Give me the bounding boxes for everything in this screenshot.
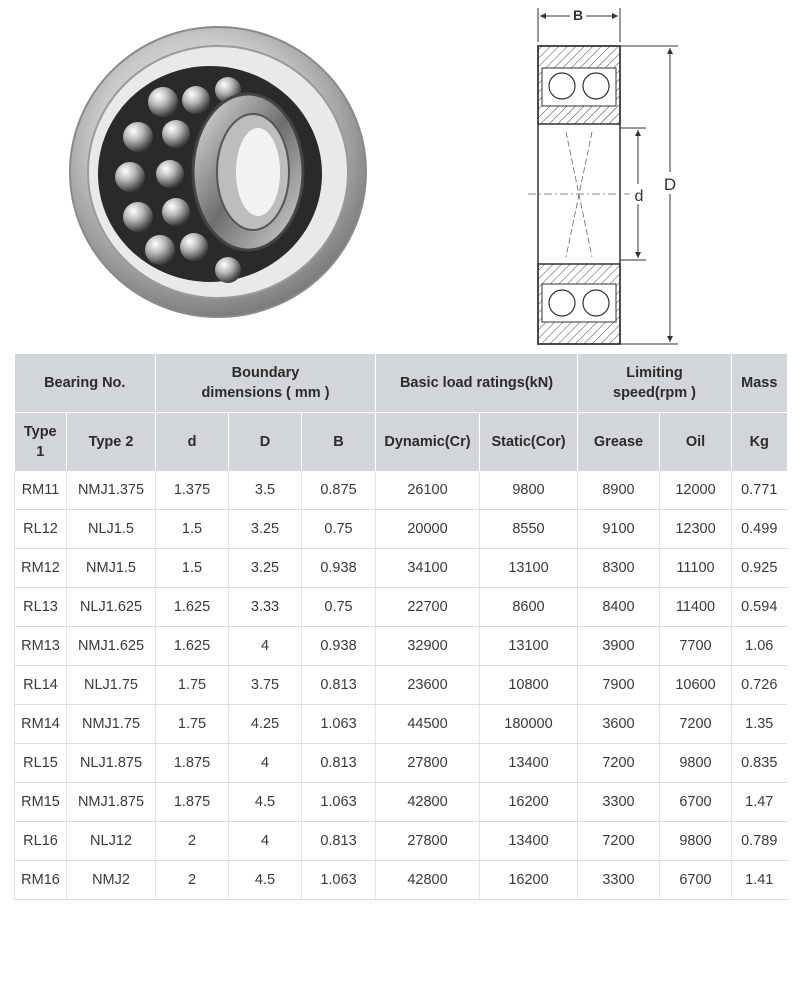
cell-grease: 7200	[578, 744, 660, 783]
cell-dynamic: 26100	[376, 471, 480, 510]
cell-width-B: 0.813	[302, 744, 376, 783]
cell-type2: NMJ1.875	[67, 783, 156, 822]
cell-mass: 0.835	[732, 744, 787, 783]
cell-width-B: 0.75	[302, 510, 376, 549]
cell-type1: RL14	[15, 666, 67, 705]
cell-oil: 7700	[660, 627, 732, 666]
cell-type2: NLJ1.875	[67, 744, 156, 783]
cell-outer-D: 3.25	[229, 549, 302, 588]
header-type1-line1: Type	[23, 424, 57, 440]
cell-bore-d: 1.75	[156, 705, 229, 744]
cell-outer-D: 4	[229, 744, 302, 783]
cell-outer-D: 3.33	[229, 588, 302, 627]
cell-oil: 10600	[660, 666, 732, 705]
cell-bore-d: 1.5	[156, 510, 229, 549]
bearing-photo	[68, 22, 368, 322]
cell-width-B: 1.063	[302, 705, 376, 744]
header-boundary-line1: Boundary	[231, 365, 300, 381]
cell-oil: 6700	[660, 783, 732, 822]
cell-dynamic: 44500	[376, 705, 480, 744]
cell-dynamic: 22700	[376, 588, 480, 627]
cell-type1: RM11	[15, 471, 67, 510]
header-boundary-dimensions	[156, 354, 376, 413]
cell-outer-D: 4	[229, 822, 302, 861]
cell-width-B: 0.75	[302, 588, 376, 627]
cell-outer-D: 4.5	[229, 783, 302, 822]
cell-bore-d: 2	[156, 861, 229, 900]
bearing-cross-section-drawing	[518, 2, 718, 352]
cell-oil: 11100	[660, 549, 732, 588]
cell-mass: 0.789	[732, 822, 787, 861]
cell-grease: 3300	[578, 783, 660, 822]
cell-grease: 8300	[578, 549, 660, 588]
cell-outer-D: 4.25	[229, 705, 302, 744]
cell-width-B: 0.813	[302, 666, 376, 705]
header-row-columns	[15, 413, 787, 472]
cell-type1: RL13	[15, 588, 67, 627]
cell-dynamic: 42800	[376, 783, 480, 822]
cell-bore-d: 1.75	[156, 666, 229, 705]
cell-mass: 0.925	[732, 549, 787, 588]
cell-type1: RM14	[15, 705, 67, 744]
cell-type2: NMJ1.375	[67, 471, 156, 510]
header-bearing-no: Bearing No.	[15, 354, 156, 413]
header-boundary-line2: dimensions ( mm )	[201, 385, 330, 401]
cell-dynamic: 32900	[376, 627, 480, 666]
header-speed-line1: Limiting	[626, 365, 683, 381]
cell-oil: 9800	[660, 822, 732, 861]
cell-grease: 7900	[578, 666, 660, 705]
cell-grease: 7200	[578, 822, 660, 861]
dim-label-D: D	[663, 175, 677, 194]
cell-outer-D: 4	[229, 627, 302, 666]
cell-type2: NMJ1.75	[67, 705, 156, 744]
header-bore-d: d	[156, 413, 229, 472]
header-static: Static(Cor)	[480, 413, 578, 472]
cell-width-B: 0.938	[302, 627, 376, 666]
cell-bore-d: 1.625	[156, 588, 229, 627]
cell-oil: 11400	[660, 588, 732, 627]
cell-static: 9800	[480, 471, 578, 510]
cell-type1: RL15	[15, 744, 67, 783]
header-type1	[15, 413, 67, 472]
cell-type1: RL12	[15, 510, 67, 549]
cell-mass: 0.499	[732, 510, 787, 549]
cell-type2: NMJ1.5	[67, 549, 156, 588]
cell-mass: 1.06	[732, 627, 787, 666]
cell-outer-D: 3.75	[229, 666, 302, 705]
table-row	[15, 666, 787, 705]
cell-grease: 3900	[578, 627, 660, 666]
cell-type2: NLJ1.5	[67, 510, 156, 549]
header-oil: Oil	[660, 413, 732, 472]
cell-width-B: 0.938	[302, 549, 376, 588]
cell-bore-d: 1.375	[156, 471, 229, 510]
dim-label-B: B	[572, 7, 584, 23]
header-type1-line2: 1	[36, 444, 45, 460]
cell-type1: RM13	[15, 627, 67, 666]
cell-mass: 0.726	[732, 666, 787, 705]
cell-grease: 8900	[578, 471, 660, 510]
cell-mass: 1.47	[732, 783, 787, 822]
cell-width-B: 0.813	[302, 822, 376, 861]
table-row	[15, 783, 787, 822]
header-basic-load-ratings: Basic load ratings(kN)	[376, 354, 578, 413]
dim-label-d: d	[634, 188, 644, 205]
cell-grease: 9100	[578, 510, 660, 549]
cell-type2: NMJ1.625	[67, 627, 156, 666]
header-row-groups	[15, 354, 787, 413]
bearing-spec-table	[14, 354, 787, 900]
table-row	[15, 549, 787, 588]
cell-width-B: 0.875	[302, 471, 376, 510]
cell-type1: RL16	[15, 822, 67, 861]
table-row	[15, 471, 787, 510]
cell-grease: 8400	[578, 588, 660, 627]
cell-grease: 3600	[578, 705, 660, 744]
header-width-B: B	[302, 413, 376, 472]
header-grease: Grease	[578, 413, 660, 472]
cell-dynamic: 34100	[376, 549, 480, 588]
cell-static: 16200	[480, 783, 578, 822]
table-row	[15, 705, 787, 744]
table-row	[15, 744, 787, 783]
table-row	[15, 510, 787, 549]
cell-oil: 9800	[660, 744, 732, 783]
header-mass: Mass	[732, 354, 787, 413]
cell-type2: NLJ12	[67, 822, 156, 861]
cell-outer-D: 3.5	[229, 471, 302, 510]
cell-type2: NLJ1.75	[67, 666, 156, 705]
cell-static: 13400	[480, 744, 578, 783]
header-type2: Type 2	[67, 413, 156, 472]
cell-static: 10800	[480, 666, 578, 705]
cell-bore-d: 2	[156, 822, 229, 861]
table-body	[15, 471, 787, 900]
cell-oil: 7200	[660, 705, 732, 744]
header-limiting-speed	[578, 354, 732, 413]
table-row	[15, 822, 787, 861]
cell-type1: RM15	[15, 783, 67, 822]
cell-static: 8550	[480, 510, 578, 549]
cell-static: 13400	[480, 822, 578, 861]
cell-dynamic: 23600	[376, 666, 480, 705]
cell-dynamic: 42800	[376, 861, 480, 900]
header-speed-line2: speed(rpm )	[613, 385, 696, 401]
cell-mass: 1.41	[732, 861, 787, 900]
cell-outer-D: 4.5	[229, 861, 302, 900]
cell-oil: 12300	[660, 510, 732, 549]
cell-outer-D: 3.25	[229, 510, 302, 549]
cell-mass: 0.594	[732, 588, 787, 627]
cell-static: 13100	[480, 627, 578, 666]
cell-type1: RM16	[15, 861, 67, 900]
header-outer-D: D	[229, 413, 302, 472]
cell-width-B: 1.063	[302, 861, 376, 900]
cell-dynamic: 27800	[376, 744, 480, 783]
cell-static: 13100	[480, 549, 578, 588]
table-row	[15, 627, 787, 666]
cell-width-B: 1.063	[302, 783, 376, 822]
cell-type2: NMJ2	[67, 861, 156, 900]
cell-mass: 1.35	[732, 705, 787, 744]
cell-bore-d: 1.875	[156, 744, 229, 783]
cell-oil: 12000	[660, 471, 732, 510]
cell-bore-d: 1.625	[156, 627, 229, 666]
cell-mass: 0.771	[732, 471, 787, 510]
cell-type2: NLJ1.625	[67, 588, 156, 627]
cell-static: 180000	[480, 705, 578, 744]
cell-static: 16200	[480, 861, 578, 900]
cell-type1: RM12	[15, 549, 67, 588]
cell-static: 8600	[480, 588, 578, 627]
cell-oil: 6700	[660, 861, 732, 900]
cell-bore-d: 1.5	[156, 549, 229, 588]
cell-dynamic: 27800	[376, 822, 480, 861]
table-row	[15, 588, 787, 627]
header-kg: Kg	[732, 413, 787, 472]
cell-dynamic: 20000	[376, 510, 480, 549]
cell-grease: 3300	[578, 861, 660, 900]
cell-bore-d: 1.875	[156, 783, 229, 822]
table-row	[15, 861, 787, 900]
header-dynamic: Dynamic(Cr)	[376, 413, 480, 472]
